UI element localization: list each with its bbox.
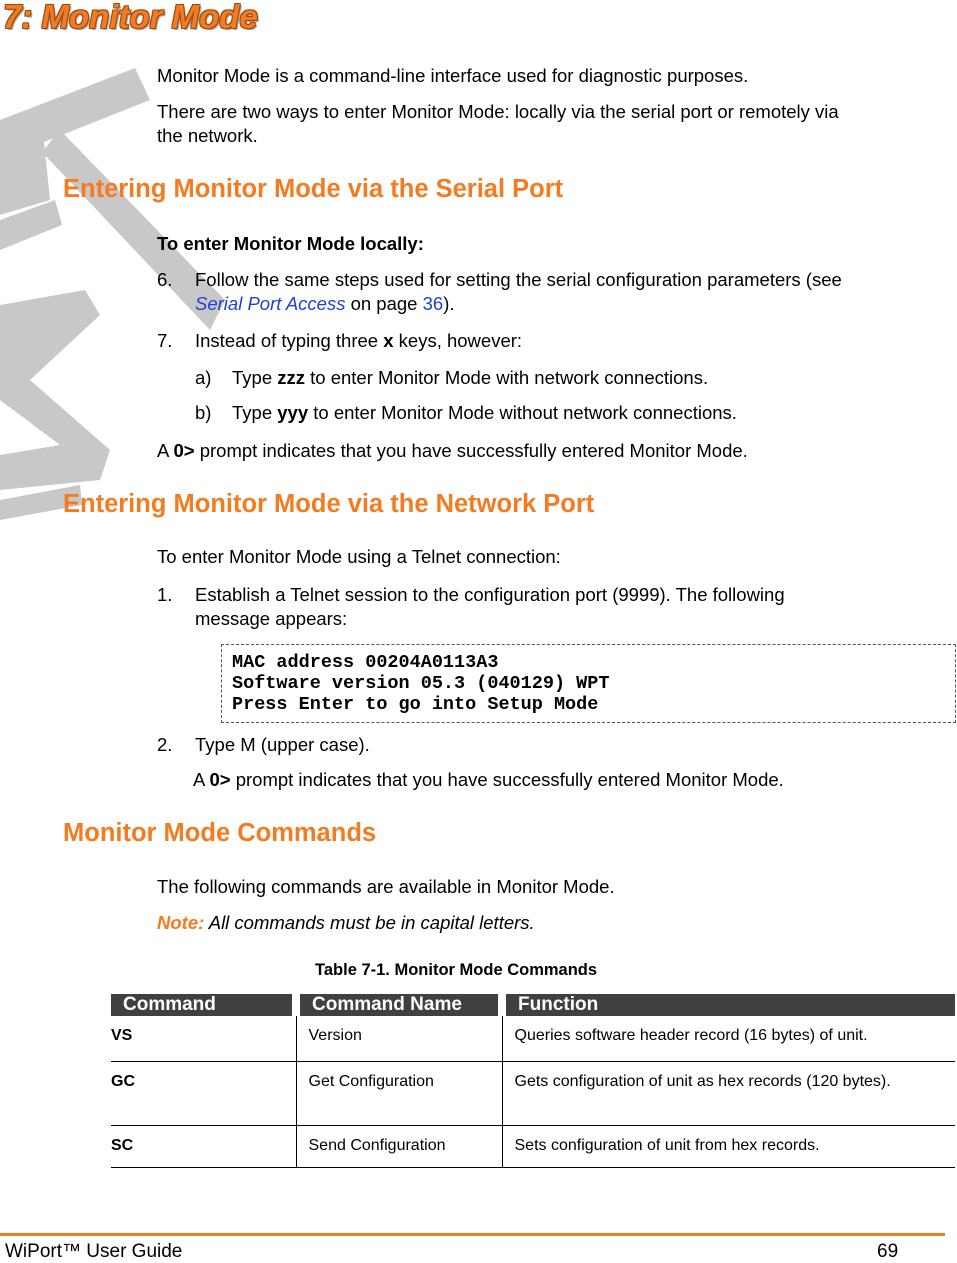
network-lead: To enter Monitor Mode using a Telnet connection: bbox=[157, 546, 561, 567]
heading-serial-port: Entering Monitor Mode via the Serial Port bbox=[63, 175, 564, 203]
commands-lead: The following commands are available in Monitor Mode. bbox=[157, 876, 615, 897]
monitor-commands-table bbox=[111, 994, 955, 1168]
step-7-number: 7. bbox=[157, 330, 173, 351]
step-6-number: 6. bbox=[157, 269, 173, 290]
note-label: Note: bbox=[157, 912, 205, 933]
table-header-row bbox=[111, 994, 955, 1016]
serial-prompt-symbol: 0> bbox=[173, 440, 195, 461]
code-line-software: Software version 05.3 (040129) WPT bbox=[232, 673, 610, 694]
sub-step-b-label: b) bbox=[195, 402, 212, 423]
step-7-after: keys, however: bbox=[393, 330, 523, 351]
cell-function: Sets configuration of unit from hex records. bbox=[502, 1125, 955, 1167]
note-line bbox=[157, 911, 535, 935]
step-7-text bbox=[195, 329, 522, 353]
heading-monitor-commands: Monitor Mode Commands bbox=[63, 819, 377, 847]
step-1-number: 1. bbox=[157, 584, 173, 605]
code-line-press-enter: Press Enter to go into Setup Mode bbox=[232, 694, 599, 715]
chapter-title: 7: Monitor Mode bbox=[3, 0, 258, 35]
sub-step-a-text bbox=[232, 366, 708, 390]
table-caption: Table 7-1. Monitor Mode Commands bbox=[315, 961, 598, 979]
step-7-before: Instead of typing three bbox=[195, 330, 384, 351]
cell-command-name: Get Configuration bbox=[296, 1061, 502, 1125]
heading-network-port: Entering Monitor Mode via the Network Port bbox=[63, 490, 595, 518]
sub-a-key: zzz bbox=[277, 367, 305, 388]
cell-command-name: Version bbox=[296, 1016, 502, 1061]
network-prompt-symbol: 0> bbox=[209, 769, 231, 790]
page-36-link[interactable]: 36 bbox=[422, 293, 444, 314]
column-header-function: Function bbox=[502, 994, 955, 1016]
table-row bbox=[111, 1061, 955, 1125]
sub-b-rest: to enter Monitor Mode without network connections. bbox=[308, 402, 737, 423]
serial-port-access-link[interactable]: Serial Port Access bbox=[195, 293, 346, 314]
cell-function: Queries software header record (16 bytes) of unit. bbox=[502, 1016, 955, 1061]
watermark-letter-f bbox=[0, 290, 110, 520]
sub-step-b-text bbox=[232, 401, 737, 425]
footer-title: WiPort™ User Guide bbox=[5, 1241, 183, 1262]
footer-rule bbox=[0, 1233, 945, 1236]
step-7-key: x bbox=[383, 330, 394, 351]
telnet-message-box bbox=[221, 644, 956, 723]
network-prompt-pre: A bbox=[193, 769, 210, 790]
intro-paragraph-2-line-1: There are two ways to enter Monitor Mode: locally via the serial port or remotely via bbox=[157, 101, 839, 122]
step-6-text: Follow the same steps used for setting the serial configuration parameters (see bbox=[195, 269, 842, 290]
cell-command-name: Send Configuration bbox=[296, 1125, 502, 1167]
intro-paragraph-2-line-2: the network. bbox=[157, 125, 258, 146]
on-page-text: on page bbox=[345, 293, 423, 314]
cell-command: GC bbox=[111, 1061, 296, 1125]
serial-prompt-pre: A bbox=[157, 440, 174, 461]
column-header-command-name: Command Name bbox=[296, 994, 502, 1016]
sub-a-rest: to enter Monitor Mode with network connections. bbox=[305, 367, 709, 388]
serial-prompt-line bbox=[157, 439, 748, 463]
step-1-line-2: message appears: bbox=[195, 608, 348, 629]
serial-lead: To enter Monitor Mode locally: bbox=[157, 233, 424, 254]
table-row bbox=[111, 1016, 955, 1061]
serial-prompt-post: prompt indicates that you have successfully entered Monitor Mode. bbox=[194, 440, 748, 461]
code-line-mac: MAC address 00204A0113A3 bbox=[232, 652, 499, 673]
cell-command: VS bbox=[111, 1016, 296, 1061]
sub-b-type: Type bbox=[232, 402, 278, 423]
step-6-line-2 bbox=[195, 292, 455, 316]
note-text: All commands must be in capital letters. bbox=[204, 912, 535, 933]
cell-function: Gets configuration of unit as hex records (120 bytes). bbox=[502, 1061, 955, 1125]
intro-paragraph-1: Monitor Mode is a command-line interface used for diagnostic purposes. bbox=[157, 65, 749, 86]
column-header-command: Command bbox=[111, 994, 296, 1016]
step-2-number: 2. bbox=[157, 734, 173, 755]
cell-command: SC bbox=[111, 1125, 296, 1167]
network-prompt-post: prompt indicates that you have successfully entered Monitor Mode. bbox=[230, 769, 784, 790]
sub-step-a-label: a) bbox=[195, 367, 212, 388]
step-2-text: Type M (upper case). bbox=[195, 734, 370, 755]
sub-a-type: Type bbox=[232, 367, 278, 388]
sub-b-key: yyy bbox=[277, 402, 309, 423]
close-paren: ). bbox=[443, 293, 455, 314]
footer-page-number: 69 bbox=[877, 1241, 899, 1262]
table-row bbox=[111, 1125, 955, 1167]
step-1-line-1: Establish a Telnet session to the configuration port (9999). The following bbox=[195, 584, 785, 605]
network-prompt-line bbox=[193, 768, 784, 792]
